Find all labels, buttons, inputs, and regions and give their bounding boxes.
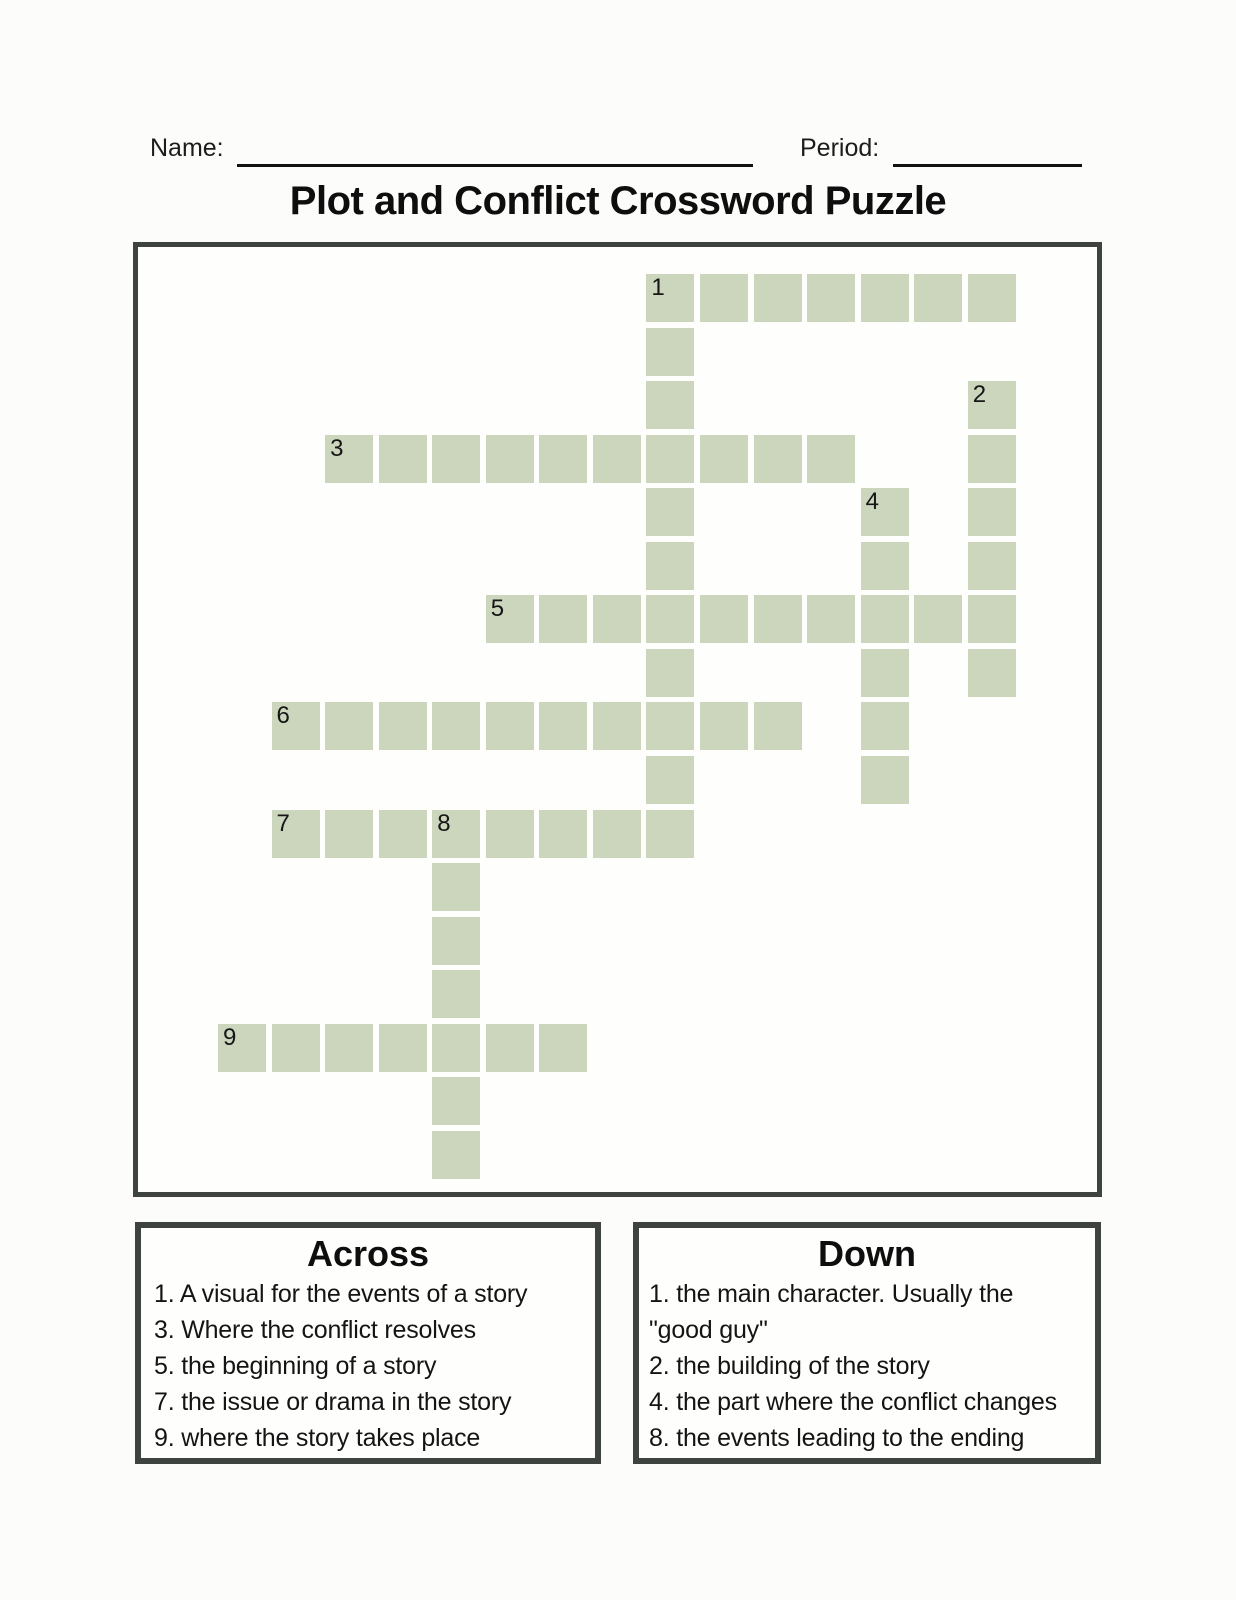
grid-cell[interactable] [593, 810, 641, 858]
cell-number: 9 [223, 1023, 237, 1051]
cell-number: 1 [651, 274, 665, 301]
across-title: Across [306, 1233, 430, 1274]
grid-cell[interactable] [432, 917, 480, 965]
grid-cell[interactable] [861, 649, 909, 697]
grid-cell[interactable] [539, 702, 587, 750]
grid-cell[interactable] [539, 810, 587, 858]
across-clue-line: 9. where the story takes place [154, 1424, 481, 1452]
cell-number: 5 [490, 595, 505, 623]
grid-cell[interactable] [593, 702, 641, 750]
down-clue-line: 1. the main character. Usually the [649, 1280, 1014, 1308]
grid-cell[interactable] [968, 381, 1016, 429]
grid-cell[interactable] [486, 595, 534, 643]
grid-cell[interactable] [861, 756, 909, 804]
grid-cell[interactable] [914, 595, 962, 643]
grid-cell[interactable] [754, 274, 802, 322]
grid-cell[interactable] [754, 702, 802, 750]
down-title: Down [818, 1233, 916, 1274]
grid-cell[interactable] [432, 1024, 480, 1072]
grid-cell[interactable] [968, 274, 1016, 322]
grid-cell[interactable] [593, 595, 641, 643]
across-clue-list [141, 1276, 595, 1456]
grid-cell[interactable] [807, 595, 855, 643]
grid-cell[interactable] [272, 1024, 320, 1072]
across-clue-line: 5. the beginning of a story [154, 1352, 437, 1380]
grid-cell[interactable] [432, 1131, 480, 1179]
grid-cell[interactable] [968, 595, 1016, 643]
grid-cell[interactable] [646, 595, 694, 643]
cell-number: 2 [972, 381, 987, 409]
grid-cell[interactable] [861, 274, 909, 322]
grid-cell[interactable] [379, 702, 427, 750]
page-title: Plot and Conflict Crossword Puzzle [289, 179, 947, 223]
down-clue-line: 8. the events leading to the ending [649, 1424, 1025, 1452]
grid-cell[interactable] [646, 542, 694, 590]
cell-number: 7 [276, 809, 290, 837]
period-label: Period: [800, 134, 880, 162]
across-clue-line: 7. the issue or drama in the story [154, 1388, 512, 1416]
grid-cell[interactable] [432, 702, 480, 750]
grid-cell[interactable] [646, 274, 694, 322]
grid-cell[interactable] [218, 1024, 266, 1072]
grid-cell[interactable] [646, 810, 694, 858]
period-fill-line[interactable] [893, 164, 1082, 167]
name-label: Name: [150, 134, 224, 162]
down-clue-list [639, 1276, 1095, 1456]
down-clue-line: "good guy" [649, 1316, 768, 1344]
grid-cell[interactable] [861, 488, 909, 536]
grid-cell[interactable] [325, 810, 373, 858]
grid-cell[interactable] [539, 595, 587, 643]
cell-number: 3 [330, 434, 344, 462]
grid-cell[interactable] [646, 328, 694, 376]
grid-cell[interactable] [325, 702, 373, 750]
grid-cell[interactable] [807, 435, 855, 483]
grid-cell[interactable] [700, 595, 748, 643]
grid-cell[interactable] [539, 1024, 587, 1072]
across-clue-line: 1. A visual for the events of a story [154, 1280, 528, 1308]
grid-cell[interactable] [968, 542, 1016, 590]
grid-cell[interactable] [700, 274, 748, 322]
grid-cell[interactable] [432, 435, 480, 483]
cell-number: 4 [865, 488, 879, 516]
crossword-grid [133, 242, 1102, 1197]
grid-cell[interactable] [807, 274, 855, 322]
cell-number: 6 [276, 702, 290, 730]
grid-cell[interactable] [379, 435, 427, 483]
grid-cell[interactable] [861, 542, 909, 590]
grid-cell[interactable] [325, 435, 373, 483]
grid-cell[interactable] [754, 595, 802, 643]
grid-cell[interactable] [325, 1024, 373, 1072]
grid-cell[interactable] [486, 702, 534, 750]
grid-cell[interactable] [432, 810, 480, 858]
grid-cell[interactable] [646, 649, 694, 697]
grid-cell[interactable] [272, 702, 320, 750]
grid-cell[interactable] [754, 435, 802, 483]
grid-cell[interactable] [968, 435, 1016, 483]
name-fill-line[interactable] [237, 164, 753, 167]
grid-cell[interactable] [486, 435, 534, 483]
grid-cell[interactable] [700, 435, 748, 483]
down-clue-line: 4. the part where the conflict changes [649, 1388, 1057, 1416]
grid-cell[interactable] [432, 1077, 480, 1125]
grid-cell[interactable] [861, 595, 909, 643]
down-clue-line: 2. the building of the story [649, 1352, 930, 1380]
grid-cell[interactable] [914, 274, 962, 322]
grid-cell[interactable] [272, 810, 320, 858]
grid-cell[interactable] [379, 1024, 427, 1072]
across-clues-box [135, 1222, 601, 1464]
grid-cell[interactable] [646, 488, 694, 536]
grid-cell[interactable] [861, 702, 909, 750]
grid-cell[interactable] [968, 488, 1016, 536]
grid-cell[interactable] [486, 1024, 534, 1072]
grid-cell[interactable] [432, 970, 480, 1018]
grid-cell[interactable] [593, 435, 641, 483]
grid-cell[interactable] [646, 381, 694, 429]
grid-cell[interactable] [539, 435, 587, 483]
grid-cell[interactable] [968, 649, 1016, 697]
cell-number: 8 [437, 809, 451, 837]
grid-cell[interactable] [432, 863, 480, 911]
grid-cell[interactable] [486, 810, 534, 858]
across-clue-line: 3. Where the conflict resolves [154, 1316, 476, 1344]
grid-cell[interactable] [646, 702, 694, 750]
down-clues-box [633, 1222, 1101, 1464]
grid-cell[interactable] [379, 810, 427, 858]
grid-cell[interactable] [700, 702, 748, 750]
grid-cell[interactable] [646, 435, 694, 483]
grid-cell[interactable] [646, 756, 694, 804]
